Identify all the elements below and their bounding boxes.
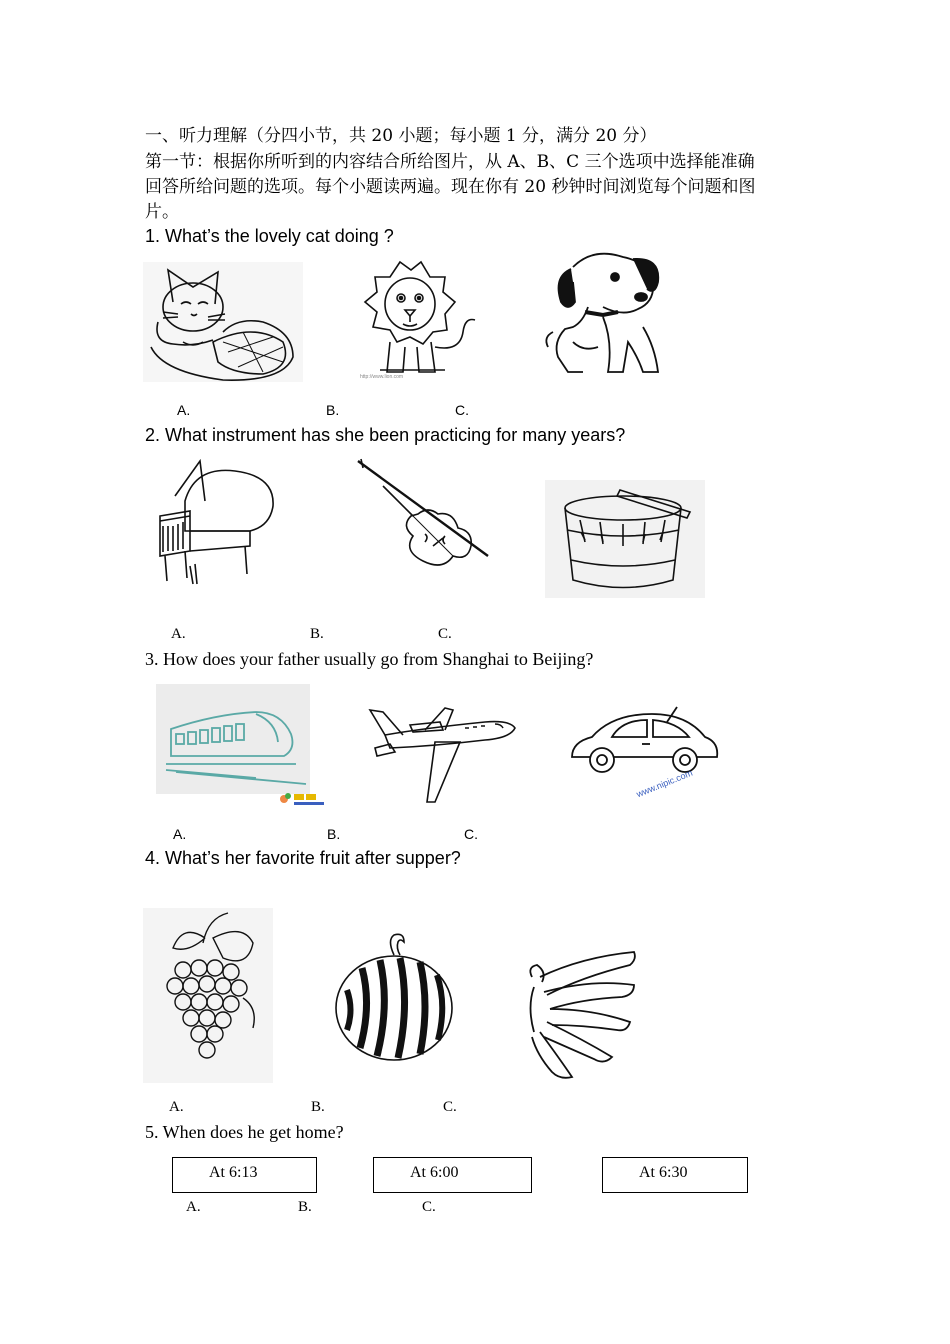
q5-option-b[interactable]: B. [298,1199,312,1215]
airplane-icon [365,680,517,808]
q5-time-box-c: At 6:30 [602,1157,748,1193]
q4-option-b[interactable]: B. [311,1099,325,1115]
lion-icon: http://www.lion.com [355,252,487,382]
violin-icon [353,456,493,598]
q4-option-a[interactable]: A. [169,1099,184,1115]
question-5: 5. When does he get home? [145,1122,344,1142]
instruction-line-2: 回答所给问题的选项。每个小题读两遍。现在你有 20 秒钟时间浏览每个问题和图 [145,177,756,197]
watermelon-icon [332,930,457,1065]
q2-option-a[interactable]: A. [171,626,186,642]
q2-option-b[interactable]: B. [310,626,324,642]
q4-option-c[interactable]: C. [443,1099,457,1115]
sleeping-cat-icon [143,262,303,382]
instruction-line-3: 片。 [145,202,179,222]
q5-option-c[interactable]: C. [422,1199,436,1215]
q2-option-c[interactable]: C. [438,626,452,642]
q5-time-box-a: At 6:13 [172,1157,317,1193]
grapes-icon [143,908,273,1083]
watermark-url: www.nipic.com [635,767,694,800]
q3-option-c[interactable]: C. [464,826,478,842]
watermark-logo [278,790,333,808]
train-icon [156,684,310,794]
q5-option-a[interactable]: A. [186,1199,201,1215]
piano-icon [155,456,280,591]
car-icon [567,702,722,782]
q3-option-a[interactable]: A. [173,826,187,842]
q5-time-box-b: At 6:00 [373,1157,532,1193]
instruction-line-1: 第一节：根据你所听到的内容结合所给图片，从 A、B、C 三个选项中选择能准确 [145,152,755,172]
q3-option-b[interactable]: B. [327,826,341,842]
question-2: 2. What instrument has she been practicing for many years? [145,425,626,445]
question-3: 3. How does your father usually go from Shanghai to Beijing? [145,649,594,669]
q1-option-c[interactable]: C. [455,402,469,418]
question-1: 1. What’s the lovely cat doing ? [145,226,394,246]
section-heading: 一、听力理解（分四小节，共 20 小题；每小题 1 分，满分 20 分） [145,126,657,146]
question-4: 4. What’s her favorite fruit after supper? [145,848,461,868]
q1-option-a[interactable]: A. [177,402,191,418]
q1-option-b[interactable]: B. [326,402,340,418]
puppy-icon [543,247,663,382]
drum-icon [545,480,705,598]
bananas-icon [522,947,640,1082]
